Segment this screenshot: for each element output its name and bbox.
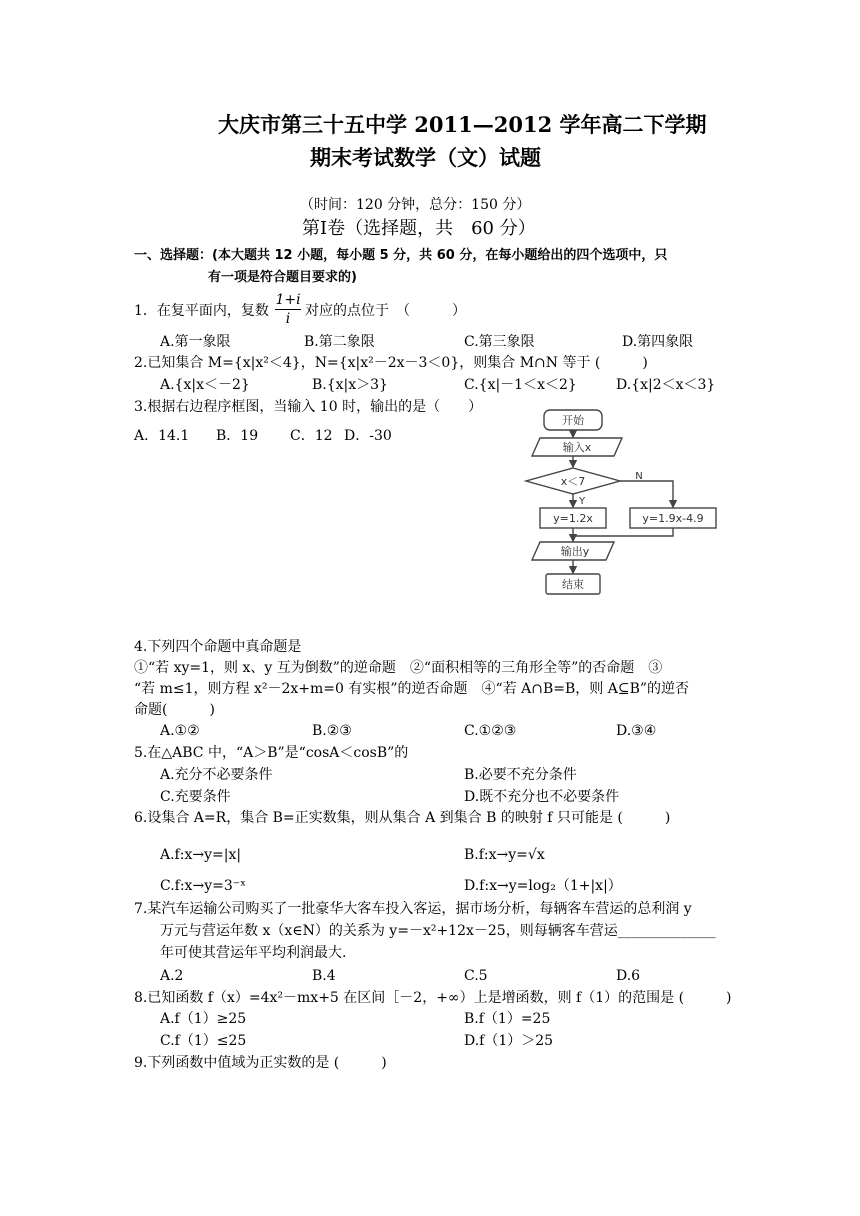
q8-option-d: D.f（1）＞25	[464, 1033, 554, 1049]
q6-option-c: C.f:x→y=3⁻ˣ	[160, 878, 247, 894]
program-flowchart	[510, 400, 740, 610]
q3-option-d: D．-30	[344, 428, 392, 444]
q8-option-a: A.f（1）≥25	[160, 1011, 247, 1027]
q4-stem: 4.下列四个命题中真命题是	[134, 639, 302, 655]
flowchart-end-label: 结束	[562, 578, 584, 591]
q2-stem: 2.已知集合 M={x|x²＜4}，N={x|x²－2x－3＜0}，则集合 M∩N 等于 ( )	[134, 355, 648, 371]
q3-option-a: A．14.1	[134, 428, 190, 444]
q2-option-a: A.{x|x＜－2}	[160, 377, 250, 393]
q7-line1: 7.某汽车运输公司购买了一批豪华大客车投入客运，据市场分析，每辆客车营运的总利润 y	[134, 901, 692, 917]
q1-option-c: C.第三象限	[464, 334, 535, 350]
flowchart-yes-branch-label: y=1.2x	[553, 512, 593, 525]
q5-option-c: C.充要条件	[160, 789, 231, 805]
q5-option-d: D.既不充分也不必要条件	[464, 789, 620, 805]
q5-option-b: B.必要不充分条件	[464, 767, 577, 783]
q4-option-d: D.③④	[616, 723, 657, 739]
q5-stem: 5.在△ABC 中，“A＞B”是“cosA＜cosB”的	[134, 745, 409, 761]
page-title-line1: 大庆市第三十五中学 2011—2012 学年高二下学期	[218, 112, 707, 137]
q8-stem: 8.已知函数 f（x）=4x²－mx+5 在区间［－2，+∞）上是增函数，则 f（1）的范围是 ( )	[134, 990, 732, 1006]
page-title-line2: 期末考试数学（文）试题	[310, 145, 541, 170]
q2-option-c: C.{x|－1＜x＜2}	[464, 377, 577, 393]
fraction-bar	[275, 309, 301, 310]
q1-fraction-denominator: i	[285, 311, 291, 327]
q7-option-d: D.6	[616, 968, 641, 984]
q7-line3: 年可使其营运年平均利润最大.	[160, 945, 347, 961]
q4-line2: “若 m≤1，则方程 x²－2x+m=0 有实根”的逆否命题 ④“若 A∩B=B，则 A⊆B”的逆否	[134, 681, 690, 697]
q6-stem: 6.设集合 A=R，集合 B=正实数集，则从集合 A 到集合 B 的映射 f 只可能是 ( )	[134, 810, 671, 826]
q4-line1: ①“若 xy=1，则 x、y 互为倒数”的逆命题 ②“面积相等的三角形全等”的否命题 ③	[134, 660, 663, 676]
q7-line2: 万元与营运年数 x（x∈N）的关系为 y=－x²+12x－25，则每辆客车营运______________	[160, 923, 716, 939]
q3-option-c: C．12	[290, 428, 333, 444]
q3-stem: 3.根据右边程序框图，当输入 10 时，输出的是（ ）	[134, 399, 483, 415]
instructions-line2: 有一项是符合题目要求的)	[208, 270, 357, 285]
flowchart-condition-label: x＜7	[560, 475, 586, 488]
q7-option-b: B.4	[312, 968, 336, 984]
q8-option-c: C.f（1）≤25	[160, 1033, 247, 1049]
flowchart-no-label: N	[635, 471, 643, 482]
q4-option-c: C.①②③	[464, 723, 517, 739]
q7-option-c: C.5	[464, 968, 488, 984]
q9-stem: 9.下列函数中值域为正实数的是 ( )	[134, 1055, 387, 1071]
q1-stem-b: 对应的点位于 （ ）	[305, 303, 466, 319]
q8-option-b: B.f（1）=25	[464, 1011, 551, 1027]
flowchart-yes-label: Y	[578, 496, 586, 507]
q1-option-b: B.第二象限	[304, 334, 375, 350]
q4-line3: 命题( )	[134, 702, 215, 718]
q1-option-a: A.第一象限	[160, 334, 231, 350]
time-info: （时间：120 分钟，总分：150 分）	[300, 197, 531, 213]
q6-option-b: B.f:x→y=√x	[464, 847, 545, 863]
q1-option-d: D.第四象限	[622, 334, 694, 350]
flowchart-start-label: 开始	[562, 414, 584, 427]
section-title: 第Ⅰ卷（选择题，共 60 分）	[302, 218, 536, 239]
instructions-line1: 一、选择题：(本大题共 12 小题，每小题 5 分，共 60 分，在每小题给出的四个选项中，只	[134, 248, 668, 263]
q3-option-b: B．19	[216, 428, 259, 444]
flowchart-input-label: 输入x	[562, 441, 592, 454]
q2-option-d: D.{x|2＜x＜3}	[616, 377, 716, 393]
flowchart-output-label: 输出y	[560, 545, 590, 558]
q4-option-b: B.②③	[312, 723, 352, 739]
q1-stem-a: 1．在复平面内，复数	[134, 303, 269, 319]
q6-option-a: A.f:x→y=|x|	[160, 847, 242, 863]
q2-option-b: B.{x|x＞3}	[312, 377, 388, 393]
q1-fraction	[275, 292, 301, 327]
q5-option-a: A.充分不必要条件	[160, 767, 273, 783]
q4-option-a: A.①②	[160, 723, 200, 739]
q1-fraction-numerator: 1+i	[275, 292, 301, 308]
flowchart-no-branch-label: y=1.9x-4.9	[642, 512, 704, 525]
q7-option-a: A.2	[160, 968, 184, 984]
q6-option-d: D.f:x→y=log₂（1+|x|）	[464, 878, 622, 894]
